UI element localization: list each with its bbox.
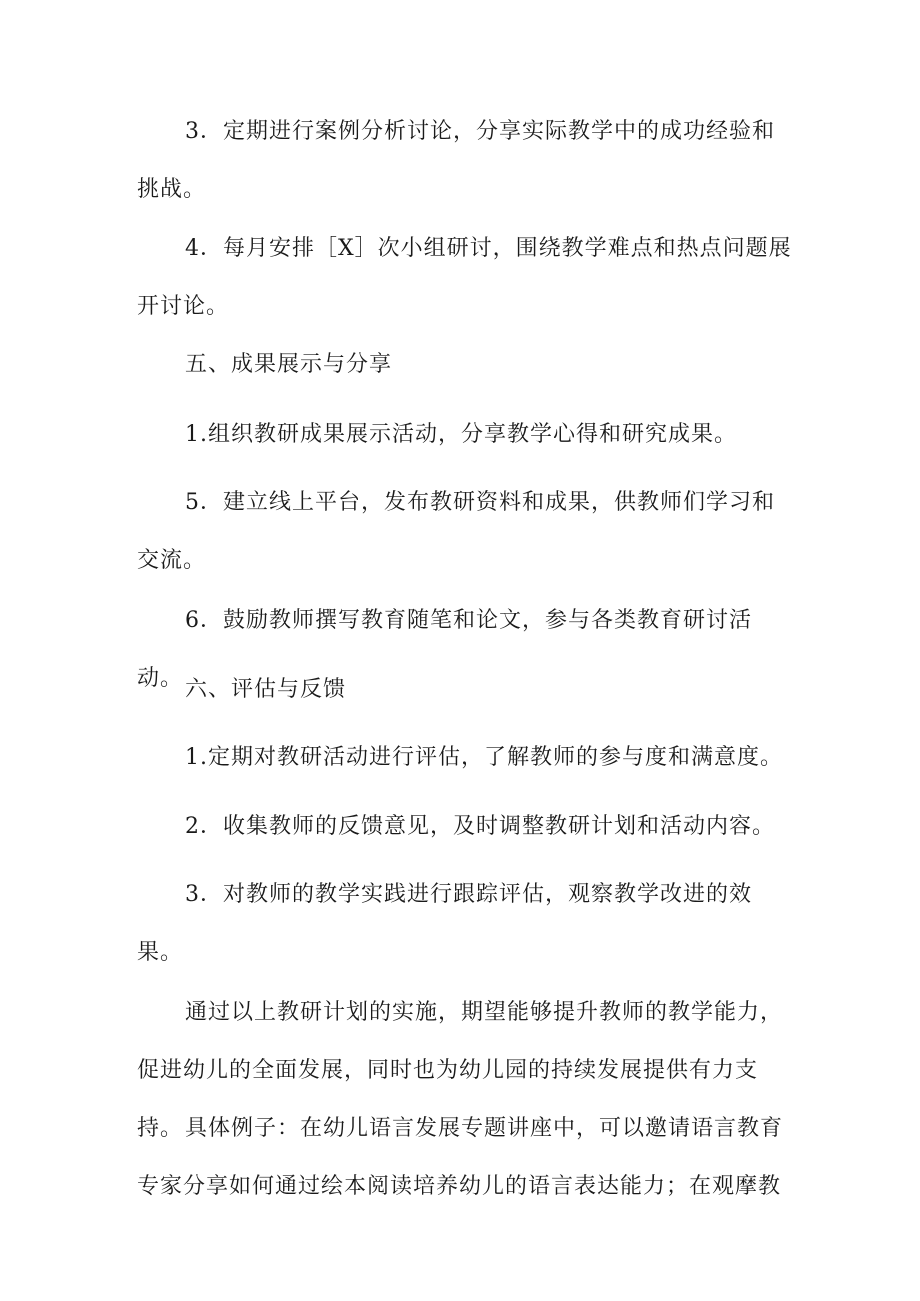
paragraph-example: 具体例子：在幼儿语言发展专题讲座中，可以邀请语言教育专家分享如何通过绘本阅读培养幼儿的语言表达能力；在观摩教 bbox=[137, 1116, 784, 1199]
paragraph-monthly-seminar: 4．每月安排［X］次小组研讨，围绕教学难点和热点问题展开讨论。 bbox=[137, 236, 792, 319]
paragraph-online-platform: 5．建立线上平台，发布教研资料和成果，供教师们学习和交流。 bbox=[137, 490, 775, 573]
section-heading-results: 五、成果展示与分享 bbox=[185, 352, 393, 377]
section-heading-evaluation: 六、评估与反馈 bbox=[185, 677, 347, 702]
paragraph-feedback: 2．收集教师的反馈意见，及时调整教研计划和活动内容。 bbox=[185, 814, 775, 839]
paragraph-case-analysis: 3．定期进行案例分析讨论，分享实际教学中的成功经验和挑战。 bbox=[137, 119, 775, 202]
paragraph-conclusion: 通过以上教研计划的实施，期望能够提升教师的教学能力，促进幼儿的全面发展，同时也为幼儿园的持续发展提供有力支持。 bbox=[137, 1000, 784, 1141]
paragraph-evaluate: 1.定期对教研活动进行评估，了解教师的参与度和满意度。 bbox=[185, 745, 783, 770]
paragraph-tracking: 3．对教师的教学实践进行跟踪评估，观察教学改进的效果。 bbox=[137, 882, 752, 965]
paragraph-showcase: 1.组织教研成果展示活动，分享教学心得和研究成果。 bbox=[185, 422, 737, 447]
paragraph-essays: 6．鼓励教师撰写教育随笔和论文，参与各类教育研讨活动。 bbox=[137, 608, 752, 691]
